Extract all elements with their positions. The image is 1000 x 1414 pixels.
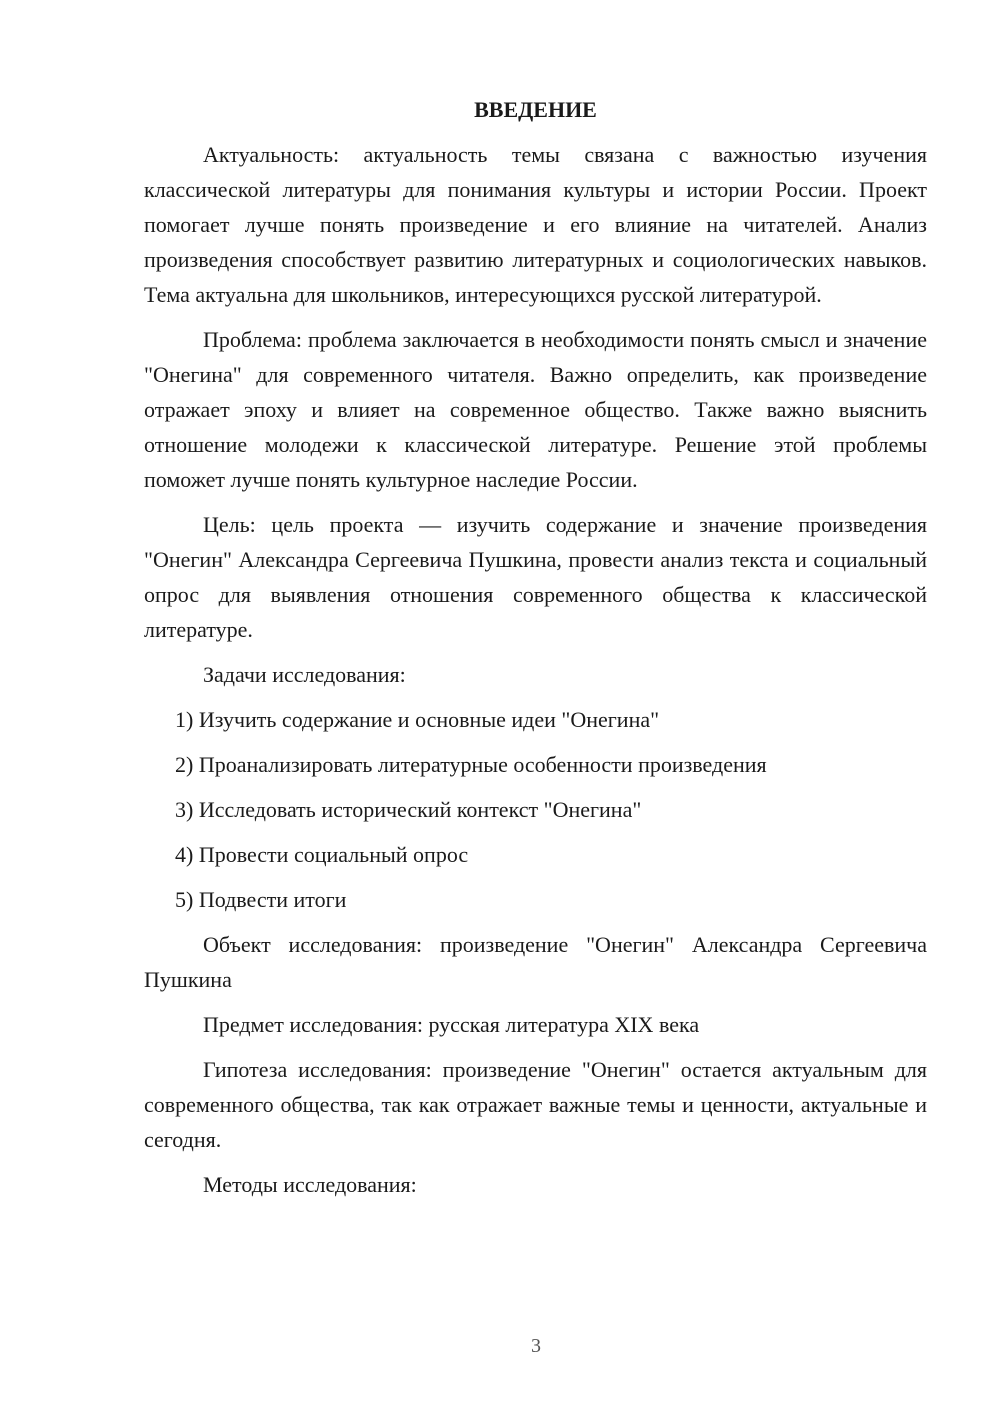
section-heading: ВВЕДЕНИЕ xyxy=(474,97,597,122)
relevance-paragraph: Актуальность: актуальность темы связана с важностью изучения классической литературы для понимания культуры и истории России. Проект помогает лучше понять произведение и его влияние на читателей. Анализ произведения способствует развитию литературных и социологических навыков. Тема актуальна для школьников, интересующихся русской литературой. xyxy=(144,142,927,307)
object-paragraph: Объект исследования: произведение "Онегин" Александра Сергеевича Пушкина xyxy=(144,932,927,992)
hypothesis-paragraph: Гипотеза исследования: произведение "Онегин" остается актуальным для современного общества, так как отражает важные темы и ценности, актуальные и сегодня. xyxy=(144,1057,927,1152)
methods-title: Методы исследования: xyxy=(203,1172,417,1197)
list-item: 4) Провести социальный опрос xyxy=(175,842,469,867)
list-item: 2) Проанализировать литературные особенности произведения xyxy=(175,752,767,777)
document-page xyxy=(144,92,927,1202)
tasks-title: Задачи исследования: xyxy=(203,662,406,687)
list-item: 3) Исследовать исторический контекст "Онегина" xyxy=(175,797,642,822)
list-item: 1) Изучить содержание и основные идеи "Онегина" xyxy=(175,707,660,732)
problem-paragraph: Проблема: проблема заключается в необходимости понять смысл и значение "Онегина" для современного читателя. Важно определить, как произведение отражает эпоху и влияет на современное общество. Также важно выяснить отношение молодежи к классической литературе. Решение этой проблемы поможет лучше понять культурное наследие России. xyxy=(144,327,927,492)
list-item: 5) Подвести итоги xyxy=(175,887,347,912)
subject-paragraph: Предмет исследования: русская литература XIX века xyxy=(203,1012,700,1037)
goal-paragraph: Цель: цель проекта — изучить содержание и значение произведения "Онегин" Александра Сергеевича Пушкина, провести анализ текста и социальный опрос для выявления отношения современного общества к классической литературе. xyxy=(144,512,927,642)
page-number: 3 xyxy=(531,1335,541,1357)
